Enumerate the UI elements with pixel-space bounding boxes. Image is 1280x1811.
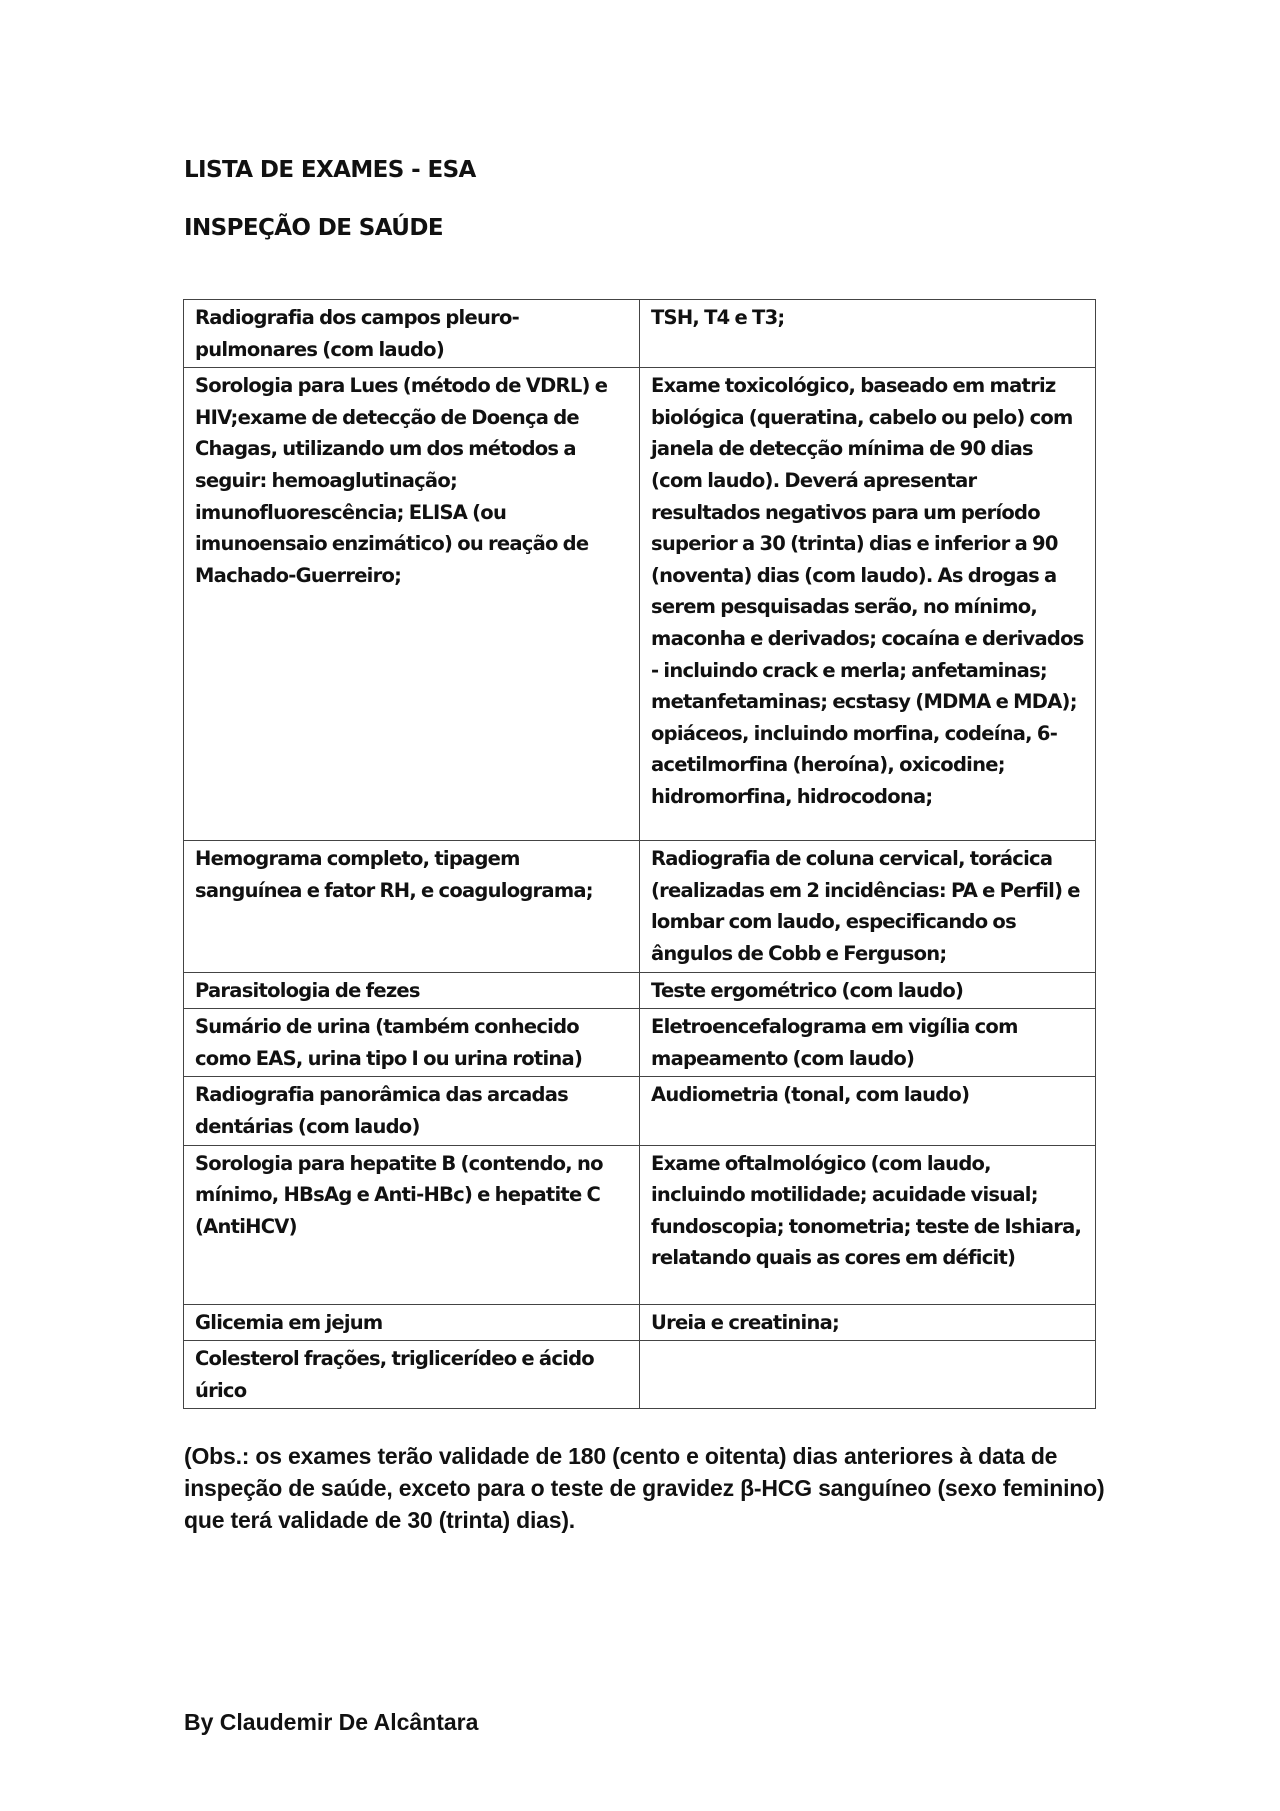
author-credit: By Claudemir De Alcântara <box>184 1709 479 1735</box>
table-row <box>184 300 1096 368</box>
validity-note: (Obs.: os exames terão validade de 180 (cento e oitenta) dias anteriores à data de inspeção de saúde, exceto para o teste de gravidez β-HCG sanguíneo (sexo feminino) que terá validade de 30 (trinta) dias). <box>184 1443 1105 1533</box>
table-row <box>184 1341 1096 1409</box>
exam-cell-left: Sorologia para Lues (método de VDRL) e HIV;exame de detecção de Doença de Chagas, utilizando um dos métodos a seguir: hemoaglutinação; imunofluorescência; ELISA (ou imunoensaio enzimático) ou reação de Machado-Guerreiro; <box>184 368 640 841</box>
exam-cell-right: Radiografia de coluna cervical, torácica (realizadas em 2 incidências: PA e Perfil) e lombar com laudo, especificando os ângulos de Cobb e Ferguson; <box>640 841 1096 972</box>
exam-cell-left: Radiografia panorâmica das arcadas dentárias (com laudo) <box>184 1077 640 1145</box>
exam-cell-left: Radiografia dos campos pleuro-pulmonares (com laudo) <box>184 300 640 368</box>
exam-cell-right: Audiometria (tonal, com laudo) <box>640 1077 1096 1145</box>
table-row <box>184 972 1096 1009</box>
exam-cell-left: Sumário de urina (também conhecido como EAS, urina tipo I ou urina rotina) <box>184 1009 640 1077</box>
table-row <box>184 841 1096 972</box>
document-title: LISTA DE EXAMES - ESA <box>184 157 476 183</box>
exam-cell-right: Exame oftalmológico (com laudo, incluindo motilidade; acuidade visual; fundoscopia; tonometria; teste de Ishiara, relatando quais as cores em déficit) <box>640 1145 1096 1304</box>
exam-cell-left: Hemograma completo, tipagem sanguínea e fator RH, e coagulograma; <box>184 841 640 972</box>
exam-cell-left: Parasitologia de fezes <box>184 972 640 1009</box>
exam-cell-right <box>640 1341 1096 1409</box>
exam-cell-right: Exame toxicológico, baseado em matriz biológica (queratina, cabelo ou pelo) com janela de detecção mínima de 90 dias (com laudo). Deverá apresentar resultados negativos para um período superior a 30 (trinta) dias e inferior a 90 (noventa) dias (com laudo). As drogas a serem pesquisadas serão, no mínimo, maconha e derivados; cocaína e derivados - incluindo crack e merla; anfetaminas; metanfetaminas; ecstasy (MDMA e MDA); opiáceos, incluindo morfina, codeína, 6-acetilmorfina (heroína), oxicodine; hidromorfina, hidrocodona; <box>640 368 1096 841</box>
table-row <box>184 1077 1096 1145</box>
exam-cell-left: Colesterol frações, triglicerídeo e ácido úrico <box>184 1341 640 1409</box>
table-row <box>184 368 1096 841</box>
exams-table <box>183 299 1096 1409</box>
exam-cell-right: Ureia e creatinina; <box>640 1304 1096 1341</box>
document-subtitle: INSPEÇÃO DE SAÚDE <box>184 215 443 241</box>
table-row <box>184 1009 1096 1077</box>
table-row <box>184 1304 1096 1341</box>
table-row <box>184 1145 1096 1304</box>
exam-cell-right: Eletroencefalograma em vigília com mapeamento (com laudo) <box>640 1009 1096 1077</box>
exam-cell-left: Glicemia em jejum <box>184 1304 640 1341</box>
exam-cell-right: TSH, T4 e T3; <box>640 300 1096 368</box>
exam-cell-left: Sorologia para hepatite B (contendo, no mínimo, HBsAg e Anti-HBc) e hepatite C (AntiHCV) <box>184 1145 640 1304</box>
exam-cell-right: Teste ergométrico (com laudo) <box>640 972 1096 1009</box>
